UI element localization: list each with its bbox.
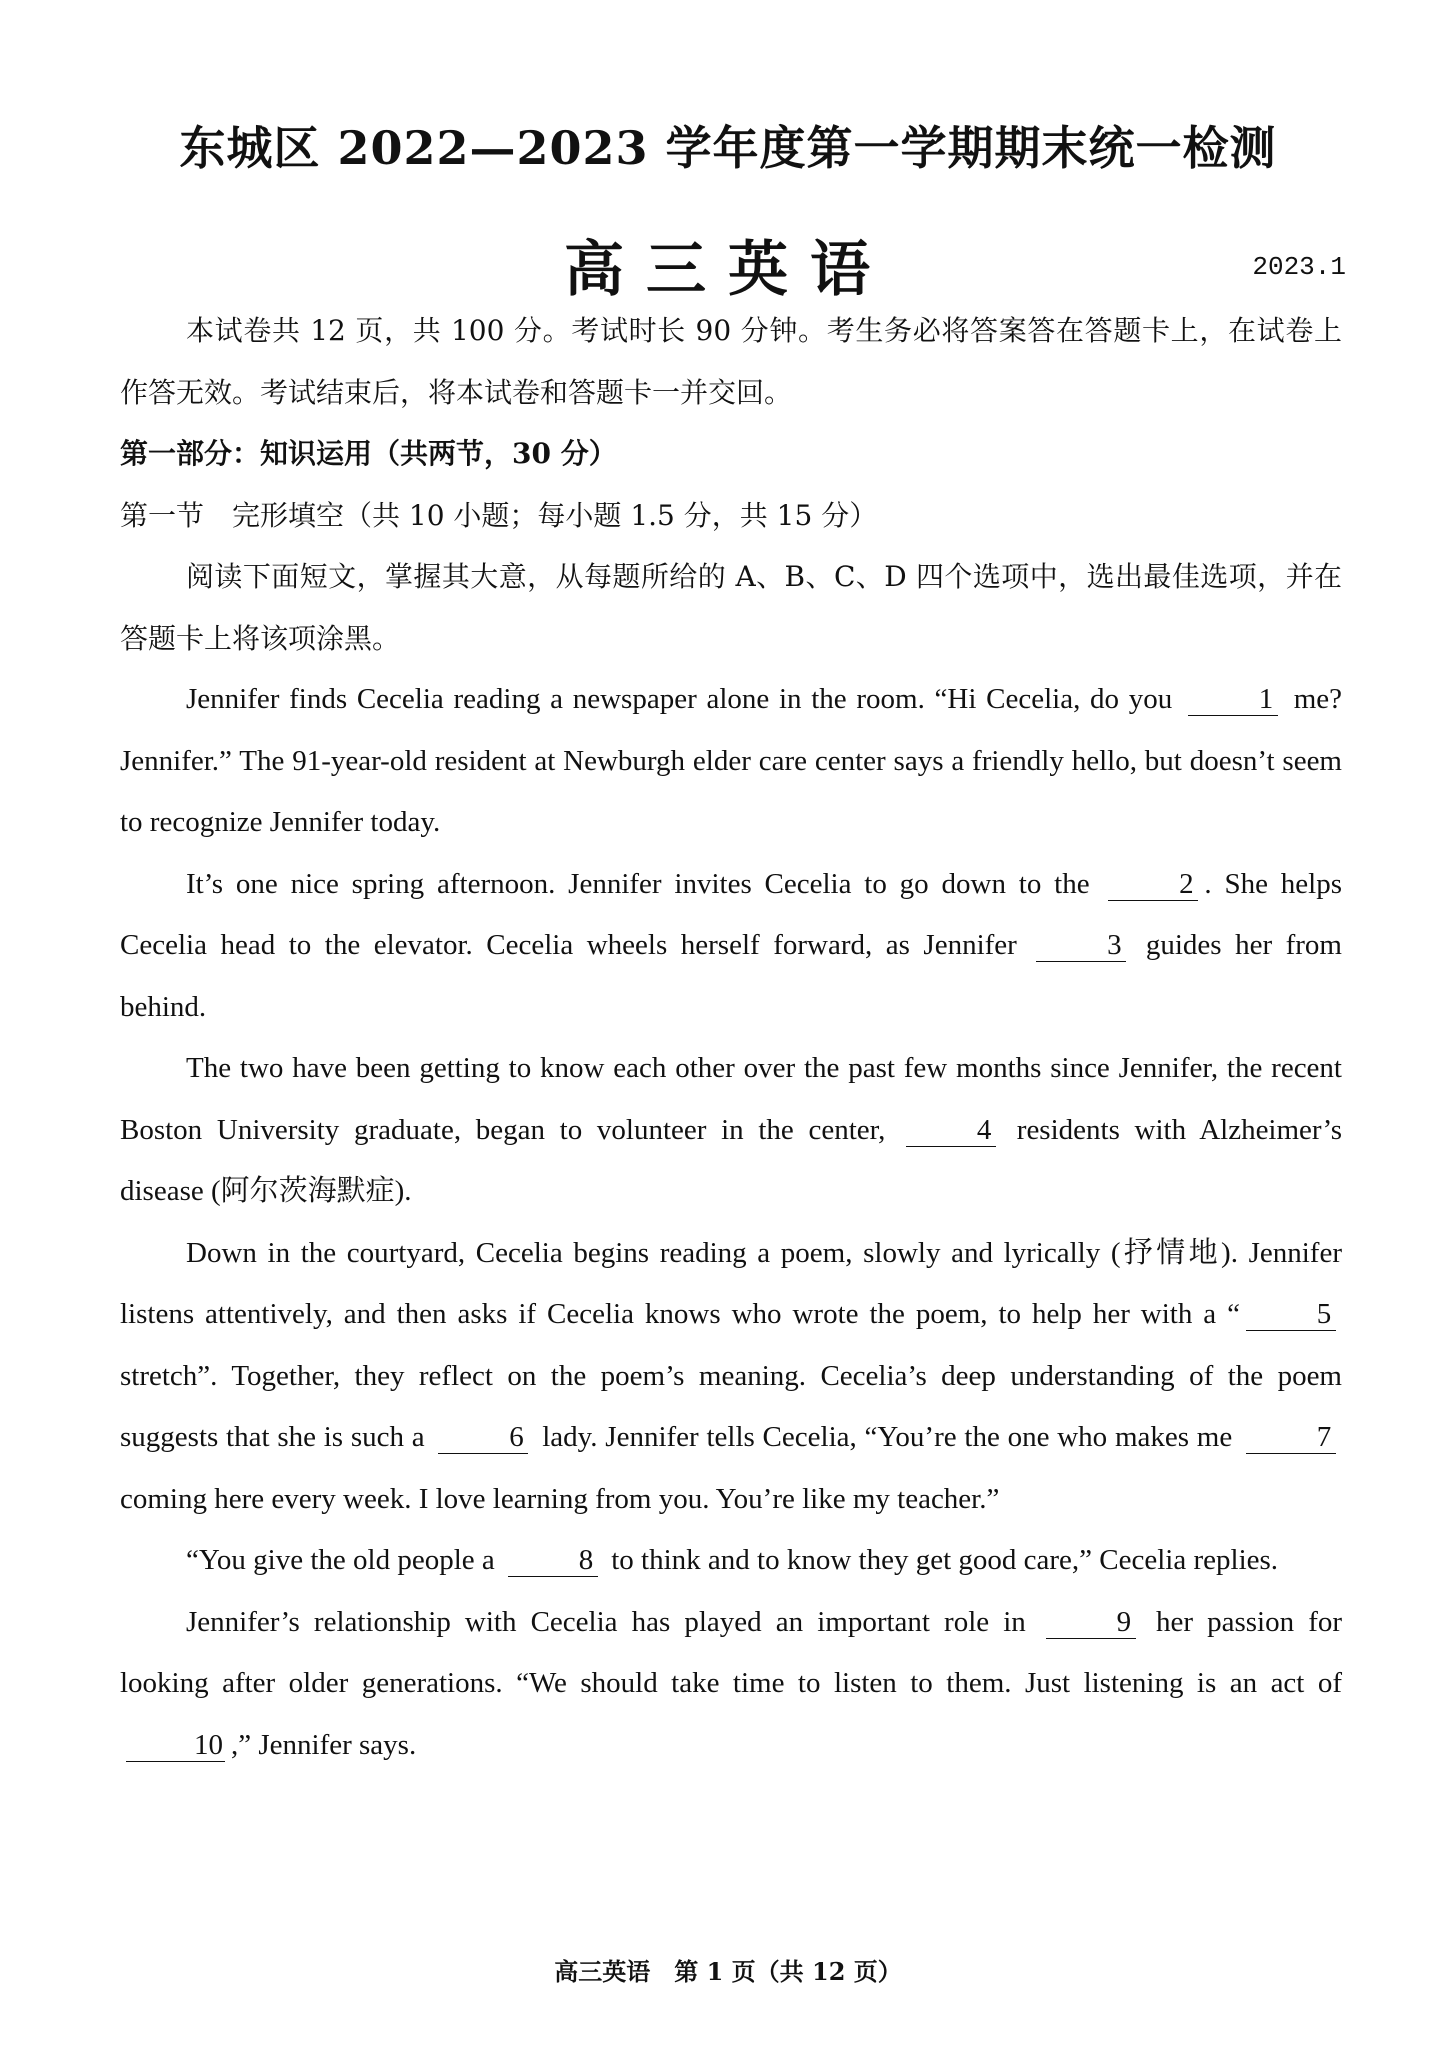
passage-text: ,” Jennifer says. (231, 1728, 417, 1761)
subject-title: 高三英语 (564, 235, 892, 305)
section1-directions: 阅读下面短文，掌握其大意，从每题所给的 A、B、C、D 四个选项中，选出最佳选项，并在答题卡上将该项涂黑。 (120, 560, 1342, 655)
passage-paragraph-3 (120, 1038, 1342, 1223)
passage-text: her passion for looking after older generations. “We should take time to listen to them. Just listening is an act of (120, 1605, 1343, 1699)
passage-text: The two have been getting to know each other over the past few months since Jennifer, the recent Boston University graduate, began to volunteer in the center, (120, 1052, 1342, 1146)
passage-text: “You give the old people a (186, 1544, 495, 1576)
blank-7: 7 (1246, 1421, 1336, 1454)
passage-text: Down in the courtyard, Cecelia begins reading a poem, slowly and lyrically (抒情地). Jennifer listens attentively, and then asks if Cecelia knows who wrote the poem, to help her with a “ (120, 1236, 1342, 1330)
passage-text: Jennifer finds Cecelia reading a newspaper alone in the room. “Hi Cecelia, do you (186, 683, 1173, 715)
passage-text: guides her from behind. (120, 929, 1342, 1023)
exam-title: 东城区 2022—2023 学年度第一学期期末统一检测 (179, 121, 1277, 175)
passage-text: me? Jennifer.” The 91-year-old resident at Newburgh elder care center says a friendly hello, but doesn’t seem to recognize Jennifer today. (120, 683, 1343, 838)
exam-body (120, 300, 1342, 1776)
blank-10: 10 (126, 1729, 225, 1762)
blank-9: 9 (1046, 1606, 1136, 1639)
blank-5: 5 (1246, 1298, 1336, 1331)
blank-8: 8 (508, 1544, 598, 1577)
passage-text: . She helps Cecelia head to the elevator. Cecelia wheels herself forward, as Jennifer (120, 867, 1343, 961)
passage-text: residents with Alzheimer’s disease (阿尔茨海默症). (120, 1113, 1342, 1207)
blank-6: 6 (438, 1421, 528, 1454)
passage-text: coming here every week. I love learning from you. You’re like my teacher.” (120, 1482, 1000, 1515)
section1-title: 第一节 完形填空（共 10 小题；每小题 1.5 分，共 15 分） (120, 498, 878, 532)
blank-3: 3 (1036, 929, 1126, 962)
part1-title: 第一部分：知识运用（共两节，30 分） (120, 437, 617, 470)
passage-paragraph-1 (120, 669, 1342, 854)
passage-paragraph-6 (120, 1592, 1342, 1777)
passage-paragraph-2 (120, 854, 1342, 1039)
passage-text: Jennifer’s relationship with Cecelia has played an important role in (186, 1605, 1026, 1638)
passage-paragraph-5 (120, 1530, 1342, 1592)
exam-instructions: 本试卷共 12 页，共 100 分。考试时长 90 分钟。考生务必将答案答在答题卡上，在试卷上作答无效。考试结束后，将本试卷和答题卡一并交回。 (120, 314, 1342, 409)
passage-text: It’s one nice spring afternoon. Jennifer invites Cecelia to go down to the (186, 867, 1090, 900)
passage-text: stretch”. Together, they reflect on the poem’s meaning. Cecelia’s deep understanding of the poem suggests that she is such a (120, 1359, 1342, 1453)
blank-4: 4 (906, 1114, 996, 1147)
passage-text: lady. Jennifer tells Cecelia, “You’re the one who makes me (542, 1421, 1233, 1453)
passage-text: to think and to know they get good care,” Cecelia replies. (611, 1544, 1279, 1576)
passage-paragraph-4 (120, 1223, 1342, 1531)
blank-1: 1 (1188, 683, 1278, 716)
page-footer: 高三英语 第 1 页（共 12 页） (554, 1957, 902, 1986)
exam-date: 2023.1 (1252, 252, 1346, 282)
blank-2: 2 (1108, 868, 1198, 901)
